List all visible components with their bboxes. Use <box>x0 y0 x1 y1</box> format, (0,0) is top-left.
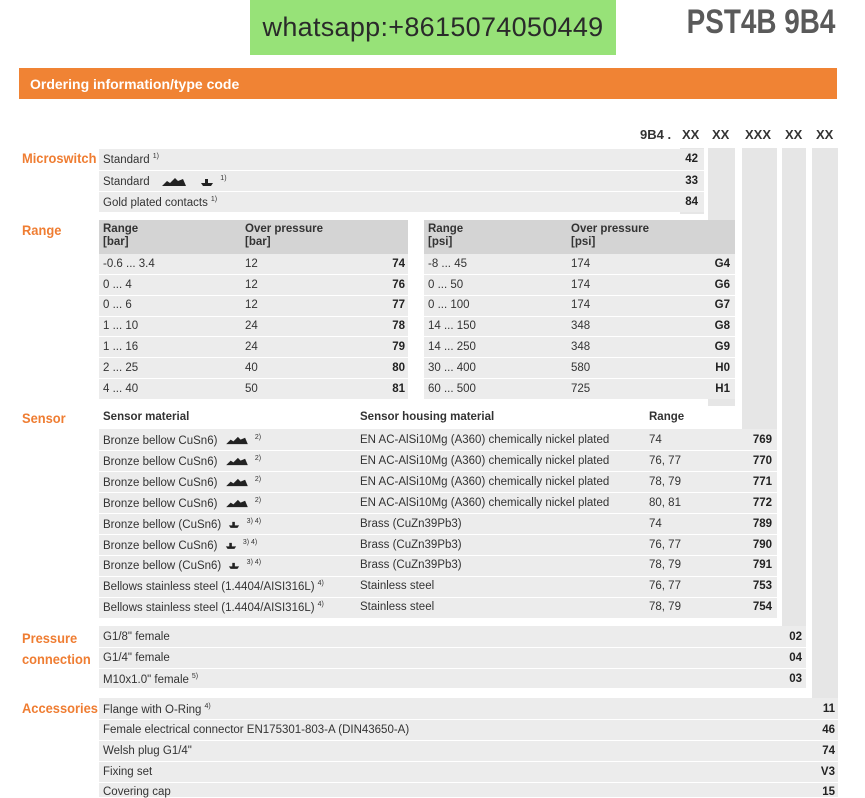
accessory-code: 11 <box>822 703 835 715</box>
range-psi-code: G7 <box>714 299 730 311</box>
sensor-material-header: Sensor material <box>103 411 190 423</box>
sensor-row-material: Bronze bellow CuSn6) $^{2)}$ <box>103 455 262 468</box>
sensor-row-material: Bellows stainless steel (1.4404/AISI316L) $^{4)}$ <box>103 580 324 593</box>
microswitch-row: Standard $^{1)}$ <box>103 175 227 188</box>
hazardous-area-icon <box>225 478 249 487</box>
sensor-housing-header: Sensor housing material <box>360 411 495 423</box>
sensor-range-header: Range <box>649 411 685 423</box>
range-psi-value: 60 ... 500 <box>428 383 476 395</box>
ship-icon <box>225 541 237 550</box>
sensor-row-code: 754 <box>752 601 772 613</box>
sensor-row-code: 770 <box>752 455 772 467</box>
sensor-row-housing: Brass (CuZn39Pb3) <box>360 559 462 571</box>
ordering-info-bar: Ordering information/type code <box>19 68 837 99</box>
connection-code: 03 <box>789 673 802 685</box>
sensor-row-housing: Brass (CuZn39Pb3) <box>360 518 462 530</box>
range-psi-col2-header: Over pressure [psi] <box>571 223 649 248</box>
sensor-row-material: Bronze bellow (CuSn6) $^{3) 4)}$ <box>103 518 262 531</box>
sensor-row-housing: EN AC-AlSi10Mg (A360) chemically nickel plated <box>360 497 610 509</box>
section-sensor: Sensor <box>22 410 66 426</box>
accessory-code: V3 <box>820 766 835 778</box>
accessory-row: Flange with O-Ring $^{4)}$ <box>103 703 211 716</box>
sensor-row-code: 771 <box>752 476 772 488</box>
range-psi-code: G6 <box>714 279 730 291</box>
range-bar-over: 24 <box>245 320 258 332</box>
type-code-range: XX <box>712 127 730 142</box>
section-accessories: Accessories <box>22 700 98 716</box>
connection-code: 04 <box>789 652 802 664</box>
range-bar-value: 0 ... 4 <box>103 279 132 291</box>
sensor-row-material: Bellows stainless steel (1.4404/AISI316L) $^{4)}$ <box>103 601 324 614</box>
accessory-code: 46 <box>822 724 835 736</box>
range-psi-code: H1 <box>715 383 730 395</box>
range-bar-over: 12 <box>245 299 258 311</box>
range-bar-over: 12 <box>245 279 258 291</box>
connection-row: G1/8" female <box>103 631 170 643</box>
range-bar-code: 77 <box>392 299 405 311</box>
sensor-row-housing: EN AC-AlSi10Mg (A360) chemically nickel plated <box>360 476 610 488</box>
range-bar-over: 12 <box>245 258 258 270</box>
range-psi-over: 725 <box>571 383 591 395</box>
range-psi-over: 174 <box>571 299 591 311</box>
range-bar-code: 78 <box>392 320 405 332</box>
hazardous-area-icon <box>225 436 249 445</box>
microswitch-code: 33 <box>685 175 698 187</box>
sensor-row-material: Bronze bellow CuSn6) $^{2)}$ <box>103 497 262 510</box>
microswitch-code: 42 <box>685 153 698 165</box>
hazardous-area-icon <box>161 177 187 187</box>
range-bar-code: 81 <box>392 383 405 395</box>
accessory-row: Female electrical connector EN175301-803-A (DIN43650-A) <box>103 724 410 736</box>
sensor-row-range: 74 <box>649 434 662 446</box>
sensor-row-code: 791 <box>752 559 772 571</box>
section-range: Range <box>22 222 62 238</box>
range-psi-code: G4 <box>714 258 730 270</box>
sensor-row-housing: Stainless steel <box>360 601 435 613</box>
range-psi-over: 580 <box>571 362 591 374</box>
range-psi-value: 14 ... 250 <box>428 341 476 353</box>
section-pressure-connection: Pressure connection <box>22 630 91 667</box>
accessory-row: Fixing set <box>103 766 153 778</box>
range-bar-over: 40 <box>245 362 258 374</box>
range-bar-col1-header: Range [bar] <box>103 223 139 248</box>
sensor-row-housing: Stainless steel <box>360 580 435 592</box>
sensor-row-material: Bronze bellow (CuSn6) $^{3) 4)}$ <box>103 559 262 572</box>
accessory-code: 15 <box>822 786 835 798</box>
range-bar-over: 24 <box>245 341 258 353</box>
accessory-code: 74 <box>822 745 835 757</box>
range-bar-value: 2 ... 25 <box>103 362 139 374</box>
sensor-row-range: 76, 77 <box>649 539 681 551</box>
range-psi-code: G8 <box>714 320 730 332</box>
range-psi-over: 174 <box>571 279 591 291</box>
ship-icon <box>228 561 240 570</box>
range-bar-over: 50 <box>245 383 258 395</box>
range-bar-code: 74 <box>392 258 405 270</box>
type-code-microswitch: XX <box>682 127 700 142</box>
microswitch-row: Standard $^{1)}$ <box>103 153 159 166</box>
range-bar-value: 0 ... 6 <box>103 299 132 311</box>
sensor-row-housing: EN AC-AlSi10Mg (A360) chemically nickel plated <box>360 455 610 467</box>
range-psi-over: 348 <box>571 341 591 353</box>
type-code-connection: XX <box>785 127 803 142</box>
whatsapp-watermark: whatsapp:+8615074050449 <box>250 0 616 55</box>
range-psi-col1-header: Range [psi] <box>428 223 464 248</box>
range-psi-value: 0 ... 100 <box>428 299 470 311</box>
type-code-prefix: 9B4 . <box>640 127 672 142</box>
range-psi-over: 348 <box>571 320 591 332</box>
range-psi-code: H0 <box>715 362 730 374</box>
sensor-row-code: 769 <box>752 434 772 446</box>
type-code-sensor: XXX <box>745 127 772 142</box>
hazardous-area-icon <box>225 457 249 466</box>
range-psi-value: -8 ... 45 <box>428 258 467 270</box>
range-bar-value: 1 ... 16 <box>103 341 139 353</box>
sensor-row-housing: Brass (CuZn39Pb3) <box>360 539 462 551</box>
sensor-row-material: Bronze bellow CuSn6) $^{2)}$ <box>103 434 262 447</box>
ship-icon <box>200 177 214 187</box>
range-bar-col2-header: Over pressure [bar] <box>245 223 323 248</box>
sensor-row-range: 74 <box>649 518 662 530</box>
range-psi-code: G9 <box>714 341 730 353</box>
range-bar-value: 4 ... 40 <box>103 383 139 395</box>
sensor-row-code: 789 <box>752 518 772 530</box>
sensor-row-range: 78, 79 <box>649 559 681 571</box>
sensor-row-material: Bronze bellow CuSn6) $^{2)}$ <box>103 476 262 489</box>
sensor-row-range: 80, 81 <box>649 497 681 509</box>
ship-icon <box>228 520 240 529</box>
sensor-row-range: 78, 79 <box>649 476 681 488</box>
accessory-row: Covering cap <box>103 786 171 798</box>
col-bg-connection <box>782 148 806 688</box>
sensor-row-material: Bronze bellow CuSn6) $^{3) 4)}$ <box>103 539 258 552</box>
microswitch-row: Gold plated contacts $^{1)}$ <box>103 196 218 209</box>
microswitch-code: 84 <box>685 196 698 208</box>
range-bar-value: 1 ... 10 <box>103 320 139 332</box>
range-psi-over: 174 <box>571 258 591 270</box>
section-microswitch: Microswitch <box>22 150 97 166</box>
range-bar-value: -0.6 ... 3.4 <box>103 258 155 270</box>
range-bar-code: 79 <box>392 341 405 353</box>
pressure-connection-table <box>99 626 806 688</box>
sensor-row-code: 790 <box>752 539 772 551</box>
range-psi-value: 30 ... 400 <box>428 362 476 374</box>
accessory-row: Welsh plug G1/4" <box>103 745 192 757</box>
hazardous-area-icon <box>225 499 249 508</box>
sensor-row-code: 772 <box>752 497 772 509</box>
sensor-row-range: 76, 77 <box>649 580 681 592</box>
range-bar-code: 80 <box>392 362 405 374</box>
sensor-row-code: 753 <box>752 580 772 592</box>
connection-row: M10x1.0" female $^{5)}$ <box>103 673 199 686</box>
range-bar-code: 76 <box>392 279 405 291</box>
sensor-row-range: 76, 77 <box>649 455 681 467</box>
type-code-accessories: XX <box>816 127 834 142</box>
sensor-row-range: 78, 79 <box>649 601 681 613</box>
range-psi-value: 0 ... 50 <box>428 279 464 291</box>
connection-code: 02 <box>789 631 802 643</box>
connection-row: G1/4" female <box>103 652 170 664</box>
sensor-row-housing: EN AC-AlSi10Mg (A360) chemically nickel plated <box>360 434 610 446</box>
range-psi-value: 14 ... 150 <box>428 320 476 332</box>
model-title: PST4B 9B4 <box>686 3 835 41</box>
